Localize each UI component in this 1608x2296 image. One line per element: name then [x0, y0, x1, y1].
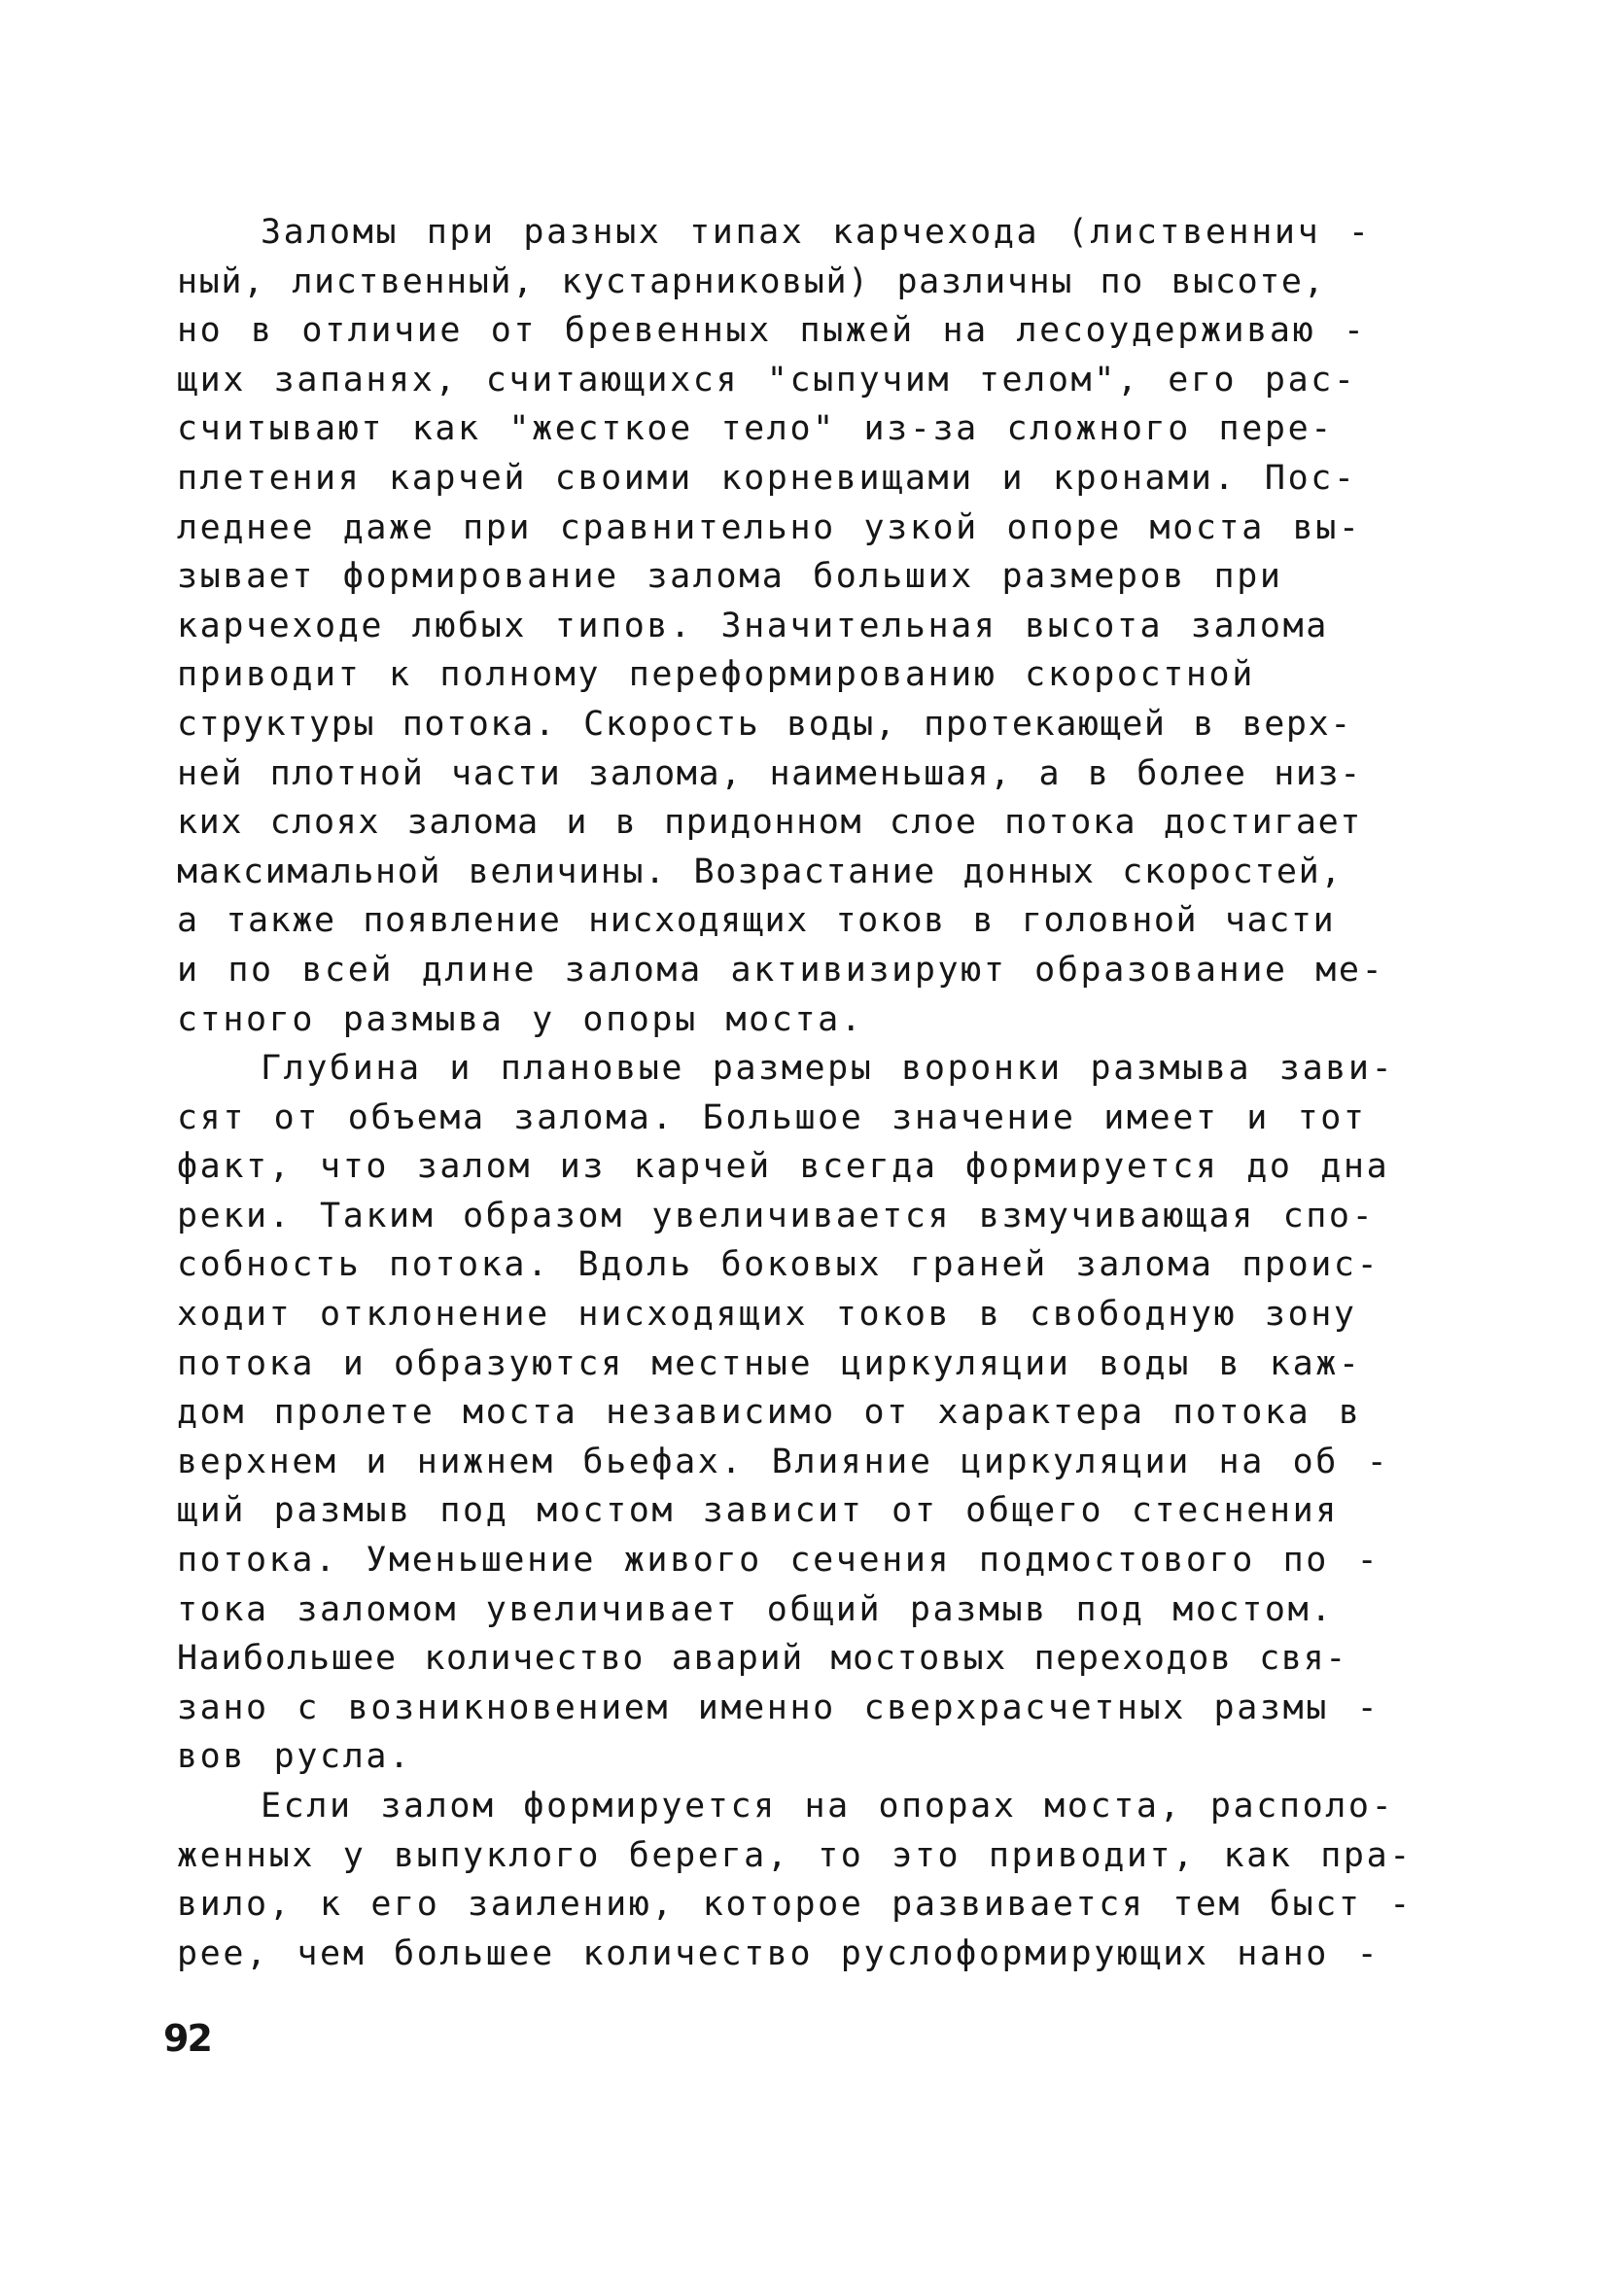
text-line-27: щий размыв под мостом зависит от общего стеснения — [177, 1491, 1339, 1531]
text-line-28: потока. Уменьшение живого сечения подмостового по - — [177, 1541, 1381, 1581]
text-line-1: Заломы при разных типах карчехода (лиственнич - — [177, 213, 1372, 252]
text-line-6: плетения карчей своими корневищами и кронами. Пос- — [177, 458, 1357, 498]
text-line-7: леднее даже при сравнительно узкой опоре моста вы- — [177, 507, 1362, 547]
text-line-13: ких слоях залома и в придонном слое потока достигает — [177, 803, 1362, 843]
text-line-2: ный, лиственный, кустарниковый) различны по высоте, — [177, 261, 1326, 301]
text-line-18: Глубина и плановые размеры воронки размыва зави- — [177, 1049, 1395, 1089]
text-line-34: женных у выпуклого берега, то это приводит, как пра- — [177, 1835, 1413, 1875]
text-line-32: вов русла. — [177, 1737, 412, 1777]
text-line-3: но в отличие от бревенных пыжей на лесоудерживаю - — [177, 311, 1367, 351]
text-line-10: приводит к полному переформированию скоростной — [177, 655, 1255, 695]
text-line-20: факт, что залом из карчей всегда формируется до дна — [177, 1147, 1390, 1187]
body-text — [177, 208, 1451, 1978]
text-line-16: и по всей длине залома активизируют образование ме- — [177, 950, 1385, 990]
text-line-17: стного размыва у опоры моста. — [177, 999, 864, 1039]
text-line-14: максимальной величины. Возрастание донных скоростей, — [177, 852, 1343, 891]
text-line-33: Если залом формируется на опорах моста, располо- — [177, 1787, 1395, 1826]
text-line-24: потока и образуются местные циркуляции воды в каж- — [177, 1343, 1362, 1383]
text-line-29: тока заломом увеличивает общий размыв под мостом. — [177, 1589, 1334, 1629]
text-line-9: карчеходе любых типов. Значительная высота залома — [177, 606, 1329, 645]
text-line-11: структуры потока. Скорость воды, протекающей в верх- — [177, 704, 1352, 744]
text-line-15: а также появление нисходящих токов в головной части — [177, 901, 1336, 941]
text-line-8: зывает формирование залома больших размеров при — [177, 557, 1283, 597]
text-line-30: Наибольшее количество аварий мостовых переходов свя- — [177, 1639, 1347, 1679]
text-line-22: собность потока. Вдоль боковых граней залома проис- — [177, 1245, 1381, 1285]
text-line-35: вило, к его заилению, которое развивается тем быст - — [177, 1885, 1413, 1925]
text-line-36: рее, чем большее количество руслоформирующих нано - — [177, 1933, 1381, 1973]
text-line-23: ходит отклонение нисходящих токов в свободную зону — [177, 1295, 1357, 1335]
text-line-19: сят от объема залома. Большое значение имеет и тот — [177, 1097, 1367, 1137]
text-line-12: ней плотной части залома, наименьшая, а в более низ- — [177, 753, 1362, 793]
text-line-4: щих запанях, считающихся "сыпучим телом", его рас- — [177, 360, 1357, 400]
text-line-26: верхнем и нижнем бьефах. Влияние циркуляции на об - — [177, 1442, 1390, 1481]
text-line-25: дом пролете моста независимо от характера потока в — [177, 1393, 1362, 1433]
text-line-21: реки. Таким образом увеличивается взмучивающая спо- — [177, 1196, 1376, 1235]
page-number: 92 — [163, 2017, 211, 2060]
text-line-31: зано с возникновением именно сверхрасчетных размы - — [177, 1687, 1381, 1727]
text-line-5: считывают как "жесткое тело" из-за сложного пере- — [177, 409, 1334, 449]
